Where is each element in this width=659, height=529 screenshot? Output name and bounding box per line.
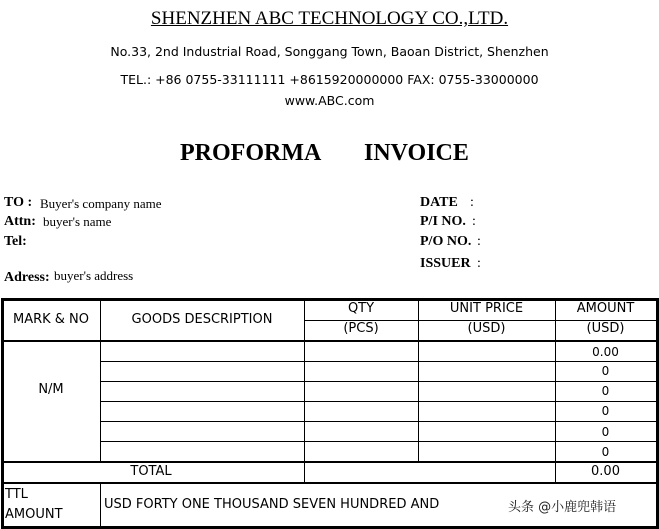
po-no-colon: : bbox=[477, 234, 481, 249]
date-colon: : bbox=[470, 195, 474, 210]
header-qty: QTY bbox=[347, 301, 375, 316]
watermark-text: 头条 @小鹿兜韩语 bbox=[508, 496, 616, 515]
amount-cell: 0 bbox=[601, 445, 610, 459]
amount-cell: 0 bbox=[601, 384, 610, 398]
issuer-label: ISSUER bbox=[420, 256, 471, 271]
company-website: www.ABC.com bbox=[284, 93, 375, 108]
header-unit-price: UNIT PRICE bbox=[449, 301, 524, 316]
row-line bbox=[100, 401, 658, 402]
row-line bbox=[100, 441, 658, 442]
ttl-amount-label-line1: TTL bbox=[5, 487, 28, 502]
po-no-label: P/O NO. bbox=[420, 234, 472, 249]
ttl-amount-label-line2: AMOUNT bbox=[5, 507, 63, 522]
tel-label: Tel: bbox=[4, 234, 27, 249]
pi-no-label: P/I NO. bbox=[420, 214, 466, 229]
total-value: 0.00 bbox=[591, 464, 620, 479]
pi-no-colon: : bbox=[472, 214, 476, 229]
to-label: TO : bbox=[4, 195, 33, 210]
date-label: DATE bbox=[420, 195, 458, 210]
document-title-invoice: INVOICE bbox=[364, 140, 469, 166]
row-line bbox=[100, 361, 658, 362]
address-value: buyer's address bbox=[54, 268, 134, 283]
issuer-colon: : bbox=[477, 256, 481, 271]
header-amount-currency: (USD) bbox=[586, 321, 625, 336]
amount-cell: 0 bbox=[601, 364, 610, 378]
header-qty-unit: (PCS) bbox=[343, 321, 379, 336]
row-line bbox=[100, 421, 658, 422]
amount-cell: 0 bbox=[601, 425, 610, 439]
amount-cell: 0 bbox=[601, 404, 610, 418]
header-amount: AMOUNT bbox=[576, 301, 635, 316]
attn-value: buyer's name bbox=[43, 214, 112, 229]
header-goods-description: GOODS DESCRIPTION bbox=[131, 312, 273, 327]
to-value: Buyer's company name bbox=[40, 196, 162, 211]
address-label: Adress: bbox=[4, 270, 50, 285]
amount-cell: 0.00 bbox=[592, 345, 619, 359]
company-name: SHENZHEN ABC TECHNOLOGY CO.,LTD. bbox=[150, 8, 509, 29]
total-label: TOTAL bbox=[130, 464, 172, 479]
company-address: No.33, 2nd Industrial Road, Songgang Town, Baoan District, Shenzhen bbox=[110, 44, 549, 59]
header-unit-price-currency: (USD) bbox=[467, 321, 506, 336]
attn-label: Attn: bbox=[4, 214, 36, 229]
header-mark-and-no: MARK & NO bbox=[12, 312, 90, 327]
document-title-proforma: PROFORMA bbox=[180, 140, 322, 166]
mark-value: N/M bbox=[38, 382, 64, 397]
col-line-mark-ttl bbox=[100, 483, 101, 527]
ttl-amount-in-words: USD FORTY ONE THOUSAND SEVEN HUNDRED AND bbox=[104, 497, 440, 512]
row-line bbox=[100, 381, 658, 382]
table-left-border bbox=[1, 298, 4, 529]
company-contact: TEL.: +86 0755-33111111 +8615920000000 FAX: 0755-33000000 bbox=[120, 72, 539, 87]
